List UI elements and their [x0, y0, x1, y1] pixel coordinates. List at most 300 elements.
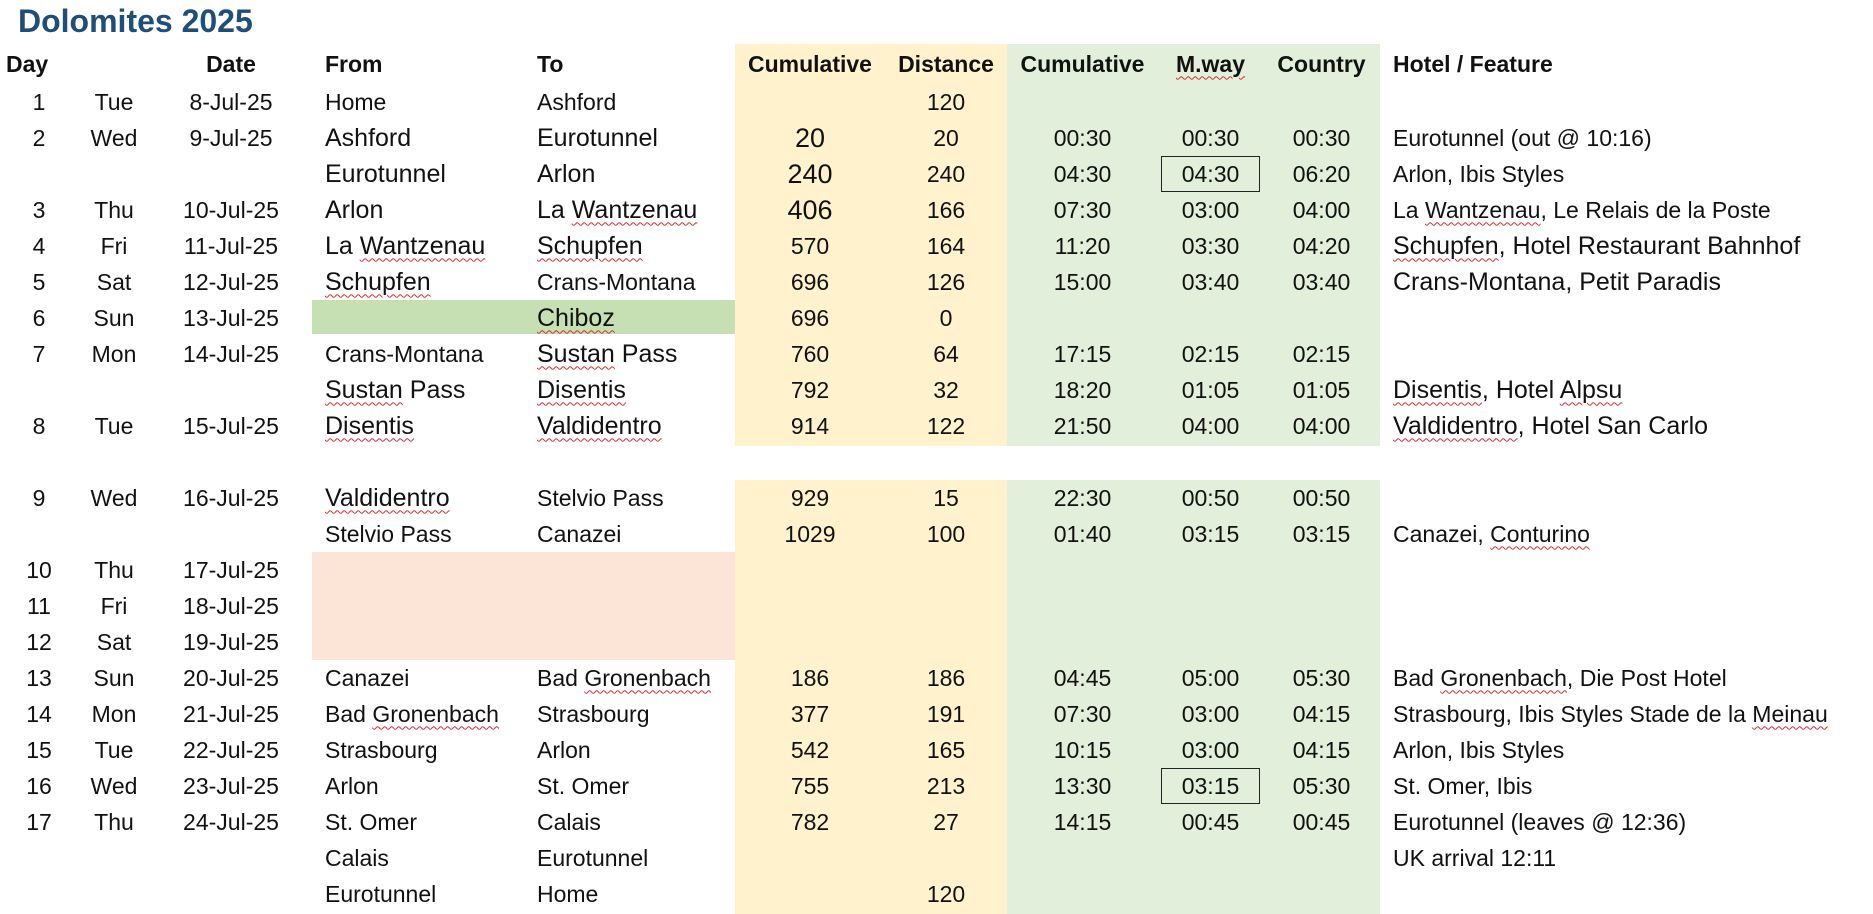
cell-text: Valdidentro — [537, 411, 662, 440]
cell-motorway-time[interactable] — [1158, 408, 1263, 444]
header-distance[interactable]: Distance — [898, 50, 994, 77]
cell-date[interactable] — [150, 624, 312, 660]
cell-motorway-time[interactable] — [1158, 768, 1263, 804]
cell-day[interactable] — [0, 696, 78, 732]
cell-hotel-feature[interactable] — [1380, 840, 1873, 876]
cell-distance[interactable] — [885, 876, 1007, 912]
cell-weekday[interactable] — [78, 408, 150, 444]
cell-hotel-feature[interactable] — [1380, 408, 1873, 444]
cell-from[interactable] — [312, 516, 524, 552]
cell-motorway-time[interactable] — [1158, 624, 1263, 660]
cell-distance[interactable] — [885, 84, 1007, 120]
cell-from[interactable] — [312, 876, 524, 912]
cell-cumulative-distance[interactable] — [735, 516, 885, 552]
cell-distance[interactable] — [885, 552, 1007, 588]
cell-text: 17:15 — [1053, 340, 1112, 367]
cell-text: Canazei — [325, 664, 410, 691]
cell-hotel-feature[interactable] — [1380, 372, 1873, 408]
cell-cumulative-distance[interactable] — [735, 336, 885, 372]
cell-hotel-feature[interactable] — [1380, 624, 1873, 660]
cell-text: Ashford — [325, 123, 412, 152]
cell-day[interactable] — [0, 228, 78, 264]
cell-cumulative-time[interactable] — [1007, 480, 1158, 516]
cell-text: Wed — [90, 124, 138, 151]
cell-cumulative-distance[interactable] — [735, 588, 885, 624]
cell-distance[interactable] — [885, 264, 1007, 300]
cell-day[interactable] — [0, 660, 78, 696]
cell-cumulative-distance[interactable] — [735, 624, 885, 660]
cell-hotel-feature[interactable] — [1380, 876, 1873, 912]
cell-day[interactable] — [0, 372, 78, 408]
cell-cumulative-distance[interactable] — [735, 552, 885, 588]
cell-to[interactable] — [524, 732, 735, 768]
cell-cumulative-time[interactable] — [1007, 156, 1158, 192]
cell-date[interactable] — [150, 120, 312, 156]
cell-date[interactable] — [150, 876, 312, 912]
cell-distance[interactable] — [885, 336, 1007, 372]
cell-cumulative-time[interactable] — [1007, 84, 1158, 120]
cell-distance[interactable] — [885, 408, 1007, 444]
cell-from[interactable] — [312, 588, 524, 624]
cell-country-time[interactable] — [1263, 84, 1380, 120]
cell-from[interactable] — [312, 660, 524, 696]
cell-hotel-feature[interactable] — [1380, 552, 1873, 588]
cell-cumulative-distance[interactable] — [735, 228, 885, 264]
cell-cumulative-time[interactable] — [1007, 120, 1158, 156]
header-motorway[interactable] — [1158, 44, 1263, 84]
cell-country-time[interactable] — [1263, 264, 1380, 300]
cell-weekday[interactable] — [78, 336, 150, 372]
cell-from[interactable] — [312, 300, 524, 336]
cell-day[interactable] — [0, 156, 78, 192]
cell-date[interactable] — [150, 84, 312, 120]
cell-hotel-feature[interactable] — [1380, 516, 1873, 552]
cell-hotel-feature[interactable] — [1380, 732, 1873, 768]
cell-from[interactable] — [312, 552, 524, 588]
cell-weekday[interactable] — [78, 156, 150, 192]
cell-weekday[interactable] — [78, 588, 150, 624]
cell-day[interactable] — [0, 732, 78, 768]
cell-cumulative-distance[interactable] — [735, 768, 885, 804]
cell-weekday[interactable] — [78, 120, 150, 156]
cell-text: 04:00 — [1181, 412, 1240, 439]
table-row — [0, 408, 1873, 444]
cell-hotel-feature[interactable] — [1380, 480, 1873, 516]
cell-weekday[interactable] — [78, 516, 150, 552]
cell-country-time[interactable] — [1263, 120, 1380, 156]
cell-date[interactable] — [150, 192, 312, 228]
cell-country-time[interactable] — [1263, 768, 1380, 804]
cell-distance[interactable] — [885, 768, 1007, 804]
cell-to[interactable] — [524, 228, 735, 264]
cell-cumulative-distance[interactable] — [735, 444, 885, 480]
cell-to[interactable] — [524, 264, 735, 300]
cell-cumulative-time[interactable] — [1007, 264, 1158, 300]
cell-day[interactable] — [0, 876, 78, 912]
cell-cumulative-time[interactable] — [1007, 444, 1158, 480]
cell-to[interactable] — [524, 84, 735, 120]
cell-country-time[interactable] — [1263, 624, 1380, 660]
cell-text: Tue — [94, 736, 134, 763]
header-day[interactable]: Day — [6, 50, 49, 77]
cell-from[interactable] — [312, 840, 524, 876]
cell-motorway-time[interactable] — [1158, 588, 1263, 624]
cell-to[interactable] — [524, 444, 735, 480]
cell-text: 542 — [790, 736, 830, 763]
cell-date[interactable] — [150, 444, 312, 480]
header-to[interactable]: To — [537, 50, 564, 77]
cell-motorway-time[interactable] — [1158, 804, 1263, 840]
cell-motorway-time[interactable] — [1158, 156, 1263, 192]
cell-motorway-time[interactable] — [1158, 228, 1263, 264]
cell-text: Calais — [537, 808, 601, 835]
cell-weekday[interactable] — [78, 840, 150, 876]
cell-country-time[interactable] — [1263, 516, 1380, 552]
cell-country-time[interactable] — [1263, 552, 1380, 588]
cell-cumulative-time[interactable] — [1007, 588, 1158, 624]
cell-from[interactable] — [312, 444, 524, 480]
cell-text: Arlon, Ibis Styles — [1393, 736, 1565, 763]
cell-distance[interactable] — [885, 804, 1007, 840]
cell-text: 21-Jul-25 — [183, 700, 279, 727]
cell-distance[interactable] — [885, 624, 1007, 660]
cell-cumulative-distance[interactable] — [735, 732, 885, 768]
cell-cumulative-distance[interactable] — [735, 480, 885, 516]
cell-from[interactable] — [312, 156, 524, 192]
cell-distance[interactable] — [885, 588, 1007, 624]
cell-to[interactable] — [524, 156, 735, 192]
cell-cumulative-distance[interactable] — [735, 840, 885, 876]
cell-weekday[interactable] — [78, 552, 150, 588]
cell-cumulative-time[interactable] — [1007, 336, 1158, 372]
cell-country-time[interactable] — [1263, 444, 1380, 480]
cell-text: 24-Jul-25 — [183, 808, 279, 835]
cell-to[interactable] — [524, 660, 735, 696]
cell-distance[interactable] — [885, 192, 1007, 228]
cell-day[interactable] — [0, 120, 78, 156]
cell-weekday[interactable] — [78, 876, 150, 912]
cell-motorway-time[interactable] — [1158, 84, 1263, 120]
cell-motorway-time[interactable] — [1158, 480, 1263, 516]
cell-country-time[interactable] — [1263, 696, 1380, 732]
cell-weekday[interactable] — [78, 732, 150, 768]
header-hotel-feature[interactable]: Hotel / Feature — [1393, 50, 1553, 77]
cell-text: Disentis, Hotel Alpsu — [1393, 375, 1623, 404]
cell-distance[interactable] — [885, 300, 1007, 336]
cell-to[interactable] — [524, 120, 735, 156]
cell-day[interactable] — [0, 444, 78, 480]
cell-day[interactable] — [0, 840, 78, 876]
cell-motorway-time[interactable] — [1158, 372, 1263, 408]
cell-distance[interactable] — [885, 696, 1007, 732]
cell-cumulative-time[interactable] — [1007, 228, 1158, 264]
cell-distance[interactable] — [885, 372, 1007, 408]
cell-day[interactable] — [0, 516, 78, 552]
cell-day[interactable] — [0, 264, 78, 300]
cell-weekday[interactable] — [78, 264, 150, 300]
cell-weekday[interactable] — [78, 480, 150, 516]
cell-to[interactable] — [524, 372, 735, 408]
cell-country-time[interactable] — [1263, 804, 1380, 840]
cell-from[interactable] — [312, 732, 524, 768]
itinerary-table — [0, 44, 1873, 912]
cell-motorway-time[interactable] — [1158, 660, 1263, 696]
cell-cumulative-time[interactable] — [1007, 732, 1158, 768]
cell-hotel-feature[interactable] — [1380, 588, 1873, 624]
cell-weekday[interactable] — [78, 84, 150, 120]
cell-country-time[interactable] — [1263, 300, 1380, 336]
cell-text: 20-Jul-25 — [183, 664, 279, 691]
cell-motorway-time[interactable] — [1158, 732, 1263, 768]
cell-cumulative-time[interactable] — [1007, 768, 1158, 804]
table-row — [0, 156, 1873, 192]
cell-day[interactable] — [0, 624, 78, 660]
cell-text: Mon — [91, 700, 137, 727]
cell-distance[interactable] — [885, 120, 1007, 156]
cell-cumulative-time[interactable] — [1007, 876, 1158, 912]
cell-date[interactable] — [150, 372, 312, 408]
cell-hotel-feature[interactable] — [1380, 84, 1873, 120]
cell-day[interactable] — [0, 804, 78, 840]
cell-distance[interactable] — [885, 480, 1007, 516]
cell-country-time[interactable] — [1263, 192, 1380, 228]
cell-hotel-feature[interactable] — [1380, 444, 1873, 480]
cell-motorway-time[interactable] — [1158, 552, 1263, 588]
cell-date[interactable] — [150, 732, 312, 768]
cell-from[interactable] — [312, 264, 524, 300]
cell-weekday[interactable] — [78, 804, 150, 840]
cell-from[interactable] — [312, 84, 524, 120]
cell-to[interactable] — [524, 300, 735, 336]
cell-country-time[interactable] — [1263, 336, 1380, 372]
cell-distance[interactable] — [885, 444, 1007, 480]
cell-text: 755 — [790, 772, 830, 799]
cell-date[interactable] — [150, 300, 312, 336]
cell-country-time[interactable] — [1263, 588, 1380, 624]
cell-hotel-feature[interactable] — [1380, 804, 1873, 840]
cell-text: 17-Jul-25 — [183, 556, 279, 583]
cell-distance[interactable] — [885, 732, 1007, 768]
cell-to[interactable] — [524, 696, 735, 732]
cell-hotel-feature[interactable] — [1380, 660, 1873, 696]
cell-cumulative-time[interactable] — [1007, 372, 1158, 408]
cell-motorway-time[interactable] — [1158, 192, 1263, 228]
cell-cumulative-time[interactable] — [1007, 552, 1158, 588]
cell-date[interactable] — [150, 768, 312, 804]
cell-hotel-feature[interactable] — [1380, 120, 1873, 156]
cell-from[interactable] — [312, 120, 524, 156]
cell-cumulative-time[interactable] — [1007, 660, 1158, 696]
cell-country-time[interactable] — [1263, 156, 1380, 192]
cell-day[interactable] — [0, 336, 78, 372]
cell-country-time[interactable] — [1263, 876, 1380, 912]
cell-cumulative-distance[interactable] — [735, 696, 885, 732]
cell-to[interactable] — [524, 840, 735, 876]
cell-date[interactable] — [150, 840, 312, 876]
cell-to[interactable] — [524, 552, 735, 588]
cell-text: 16 — [26, 772, 52, 799]
cell-country-time[interactable] — [1263, 732, 1380, 768]
cell-to[interactable] — [524, 804, 735, 840]
cell-cumulative-time[interactable] — [1007, 516, 1158, 552]
cell-day[interactable] — [0, 552, 78, 588]
cell-to[interactable] — [524, 768, 735, 804]
cell-cumulative-distance[interactable] — [735, 408, 885, 444]
header-country[interactable]: Country — [1277, 50, 1366, 77]
cell-motorway-time[interactable] — [1158, 300, 1263, 336]
cell-to[interactable] — [524, 516, 735, 552]
header-from[interactable]: From — [325, 50, 383, 77]
header-weekday[interactable] — [78, 44, 150, 84]
cell-motorway-time[interactable] — [1158, 264, 1263, 300]
cell-weekday[interactable] — [78, 192, 150, 228]
cell-to[interactable] — [524, 588, 735, 624]
cell-hotel-feature[interactable] — [1380, 336, 1873, 372]
cell-cumulative-time[interactable] — [1007, 192, 1158, 228]
cell-text: 782 — [790, 808, 830, 835]
cell-distance[interactable] — [885, 156, 1007, 192]
cell-weekday[interactable] — [78, 228, 150, 264]
cell-hotel-feature[interactable] — [1380, 156, 1873, 192]
cell-from[interactable] — [312, 804, 524, 840]
cell-text: 32 — [933, 376, 959, 403]
cell-date[interactable] — [150, 408, 312, 444]
cell-motorway-time[interactable] — [1158, 516, 1263, 552]
cell-date[interactable] — [150, 516, 312, 552]
cell-weekday[interactable] — [78, 372, 150, 408]
cell-text: Strasbourg — [537, 700, 650, 727]
cell-cumulative-distance[interactable] — [735, 84, 885, 120]
cell-hotel-feature[interactable] — [1380, 768, 1873, 804]
cell-weekday[interactable] — [78, 660, 150, 696]
cell-day[interactable] — [0, 588, 78, 624]
cell-motorway-time[interactable] — [1158, 840, 1263, 876]
cell-weekday[interactable] — [78, 624, 150, 660]
cell-from[interactable] — [312, 228, 524, 264]
cell-to[interactable] — [524, 624, 735, 660]
cell-country-time[interactable] — [1263, 372, 1380, 408]
cell-text: Tue — [94, 412, 134, 439]
cell-hotel-feature[interactable] — [1380, 696, 1873, 732]
cell-cumulative-time[interactable] — [1007, 804, 1158, 840]
table-row — [0, 696, 1873, 732]
cell-to[interactable] — [524, 408, 735, 444]
cell-to[interactable] — [524, 336, 735, 372]
header-cumulative-time[interactable]: Cumulative — [1020, 50, 1145, 77]
cell-day[interactable] — [0, 84, 78, 120]
cell-country-time[interactable] — [1263, 840, 1380, 876]
cell-cumulative-distance[interactable] — [735, 192, 885, 228]
cell-to[interactable] — [524, 480, 735, 516]
cell-weekday[interactable] — [78, 696, 150, 732]
cell-from[interactable] — [312, 192, 524, 228]
cell-cumulative-time[interactable] — [1007, 696, 1158, 732]
cell-country-time[interactable] — [1263, 480, 1380, 516]
header-cumulative-distance[interactable]: Cumulative — [748, 50, 872, 77]
cell-text: 04:30 — [1161, 156, 1261, 192]
cell-to[interactable] — [524, 876, 735, 912]
cell-to[interactable] — [524, 192, 735, 228]
cell-from[interactable] — [312, 480, 524, 516]
cell-hotel-feature[interactable] — [1380, 264, 1873, 300]
cell-weekday[interactable] — [78, 300, 150, 336]
cell-hotel-feature[interactable] — [1380, 228, 1873, 264]
cell-hotel-feature[interactable] — [1380, 192, 1873, 228]
cell-date[interactable] — [150, 336, 312, 372]
cell-cumulative-distance[interactable] — [735, 120, 885, 156]
cell-motorway-time[interactable] — [1158, 120, 1263, 156]
cell-date[interactable] — [150, 588, 312, 624]
cell-distance[interactable] — [885, 228, 1007, 264]
cell-date[interactable] — [150, 264, 312, 300]
cell-from[interactable] — [312, 768, 524, 804]
cell-day[interactable] — [0, 192, 78, 228]
cell-date[interactable] — [150, 156, 312, 192]
cell-cumulative-distance[interactable] — [735, 156, 885, 192]
cell-cumulative-time[interactable] — [1007, 624, 1158, 660]
cell-cumulative-distance[interactable] — [735, 264, 885, 300]
cell-motorway-time[interactable] — [1158, 336, 1263, 372]
cell-text: 126 — [926, 268, 966, 295]
cell-from[interactable] — [312, 408, 524, 444]
cell-text: 20 — [933, 124, 959, 151]
cell-date[interactable] — [150, 696, 312, 732]
cell-day[interactable] — [0, 768, 78, 804]
cell-motorway-time[interactable] — [1158, 696, 1263, 732]
cell-distance[interactable] — [885, 516, 1007, 552]
cell-date[interactable] — [150, 480, 312, 516]
cell-date[interactable] — [150, 228, 312, 264]
cell-from[interactable] — [312, 372, 524, 408]
cell-text: 406 — [787, 194, 833, 225]
cell-cumulative-distance[interactable] — [735, 876, 885, 912]
cell-cumulative-time[interactable] — [1007, 408, 1158, 444]
header-date[interactable]: Date — [206, 50, 256, 77]
cell-country-time[interactable] — [1263, 228, 1380, 264]
cell-cumulative-time[interactable] — [1007, 300, 1158, 336]
cell-day[interactable] — [0, 480, 78, 516]
cell-cumulative-distance[interactable] — [735, 660, 885, 696]
cell-motorway-time[interactable] — [1158, 876, 1263, 912]
cell-weekday[interactable] — [78, 768, 150, 804]
cell-hotel-feature[interactable] — [1380, 300, 1873, 336]
cell-cumulative-time[interactable] — [1007, 840, 1158, 876]
cell-date[interactable] — [150, 804, 312, 840]
cell-cumulative-distance[interactable] — [735, 300, 885, 336]
cell-from[interactable] — [312, 624, 524, 660]
cell-motorway-time[interactable] — [1158, 444, 1263, 480]
cell-from[interactable] — [312, 336, 524, 372]
cell-distance[interactable] — [885, 840, 1007, 876]
cell-text: 00:30 — [1181, 124, 1240, 151]
cell-from[interactable] — [312, 696, 524, 732]
cell-cumulative-distance[interactable] — [735, 372, 885, 408]
cell-day[interactable] — [0, 300, 78, 336]
cell-text: 5 — [32, 268, 46, 295]
cell-text: Sat — [96, 268, 132, 295]
cell-weekday[interactable] — [78, 444, 150, 480]
cell-day[interactable] — [0, 408, 78, 444]
cell-distance[interactable] — [885, 660, 1007, 696]
cell-date[interactable] — [150, 552, 312, 588]
cell-date[interactable] — [150, 660, 312, 696]
cell-country-time[interactable] — [1263, 660, 1380, 696]
cell-text: 10-Jul-25 — [183, 196, 279, 223]
cell-country-time[interactable] — [1263, 408, 1380, 444]
cell-text: 02:15 — [1181, 340, 1240, 367]
cell-cumulative-distance[interactable] — [735, 804, 885, 840]
cell-text: 15-Jul-25 — [183, 412, 279, 439]
